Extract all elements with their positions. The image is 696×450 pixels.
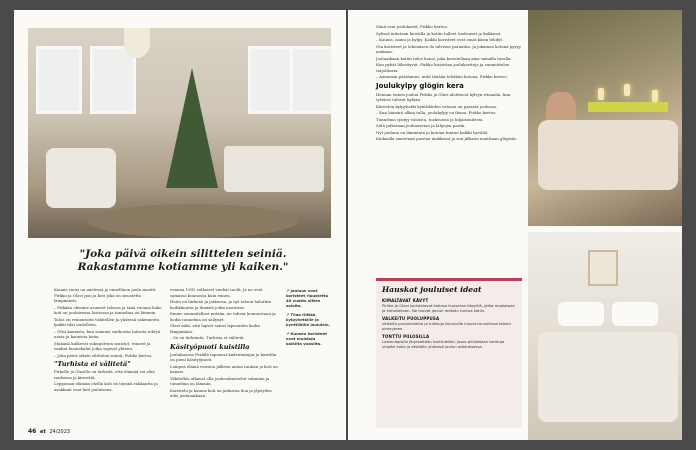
left-page (14, 10, 346, 440)
paragraph: Taloa on remontoitu vähitellen ja yhdessä rakennettu kaikki tilat uudelleen. (54, 316, 160, 327)
paragraph: Sylissä mitataan kuistilla ja kotiin tulleet tuoksuvat ja kukkivat. (376, 30, 502, 36)
subheading: "Turhista ei välitetä" (54, 360, 131, 368)
paragraph: Koristelu ja kaunis koti on jatkuvaa iloa ja ylpeyden aihe joulunaikaan. (170, 387, 272, 398)
tip-title: TONTTU PIILOSILLA (382, 334, 430, 339)
photo-captions (286, 288, 330, 350)
folio (28, 428, 70, 435)
text-column-1 (54, 287, 162, 393)
caption: ↗ Jouluun ovat koristeet ripustettu 40 vuotta sitten asioita. (286, 288, 329, 308)
paragraph: Ota koristeet ja tekemisen ilo talvisen paraatiin, ja jokainen kotona pysyy mukana. (376, 43, 521, 54)
caption: ↗ Tilaa riittää kylpyhetkille ja kynttilöille jouluisin. (286, 312, 330, 327)
tip-text: Pirkko ja Olavi koristelevat kotinsa kuusessa käpyillä, jotka maalataan ja kimallellaan. Ne tuovat joulun metsän tuntua kotiin. (382, 303, 515, 313)
paragraph: Olavi näki, että lapset saivat lapsuuden kodin lämpimänä. (170, 323, 260, 334)
tip-item (382, 298, 516, 313)
paragraph: Emme suunnitelleet mitään, ne tulivat luonnostaan ja kodin tunnelma on säilynyt. (170, 311, 276, 322)
paragraph: Vähitellen alkavat olla jouluvalmistelut valmiina ja tunnelma on lämmin. (170, 375, 270, 386)
subheading: Käsityöpuoti kuistilla (170, 342, 250, 351)
tips-title: Hauskat jouluiset ideat (382, 285, 482, 294)
section-heading: Joulukylpy glögin kera (376, 81, 464, 90)
paragraph: Kiukaalla saatetaan paistaa makkarat ja sen jälkeen nautitaan glögistä. (376, 136, 517, 141)
tip-item (382, 316, 516, 331)
paragraph: Hennan ennen joulua Pirkko ja Olavi aloittavat kylvyn rituaalin, kun tyttäret tulevat kylään. (376, 91, 511, 102)
paragraph: – Joka päivä oikein silittelen seiniä, Pirkko kertoo. (54, 352, 153, 358)
paragraph: Siinä ovat joulukortit, Pirkko kertoo. (376, 24, 449, 29)
paragraph: Leppoisan elämän ohella koti on täynnä rakkautta ja asukkaat ovat koti jouluisena. (54, 381, 158, 392)
paragraph: – Olisi kaunista, kun saimme vanhoista taloista tehtyä uusia ja kaunista kotia. (54, 328, 161, 339)
bedroom-photo (528, 232, 682, 440)
paragraph: Jouluaikaan kotiin tulee kuusi, joka koristellaan aina samalla tavalla. (376, 55, 512, 61)
tip-text: Lastenlapsille järjestetään tonttuleikki, jossa piilotetaan tonttuja ympäri kotia ja etsitään yhdessä joulun odotuksessa. (382, 339, 505, 349)
text-column-right (376, 24, 522, 143)
paragraph: Kaunis vuosi on mielessä ja onnellinen joulu muutti Pirkko ja Olavi puu ja koti joka on sisustettu lämpimästi. (54, 287, 156, 303)
paragraph: Nyt jouluna on lämmintä ja kotona tuntuu kaikki hyvältä. (376, 129, 489, 135)
tips-accent-rule (376, 278, 522, 281)
text-column-2 (170, 287, 280, 400)
pull-quote: "Joka päivä oikein silittelen seiniä. Rakastamme kotiamme yli kaiken." (77, 248, 289, 273)
paragraph: – Aamuisin päätämme, mitä tänään tehdään kotona, Pirkko kertoo. (376, 74, 508, 79)
paragraph: – Kun hämärä alkaa tulla, joulukylpy on ihana, Pirkko kertoo. (376, 110, 497, 115)
paragraph: Lempeä elämä vuosien jälkeen antaa rauhan ja koti on kaunis. (170, 363, 278, 374)
paragraph: Siitä jatketaan jouluaterian ja lahjojen pariin. (376, 123, 466, 128)
tip-title: KIMALTAVAT KÄVYT (382, 298, 429, 303)
page-number: 46 (28, 428, 37, 435)
magazine-name: et (39, 429, 46, 435)
issue-number: 24/2023 (49, 429, 71, 435)
paragraph: Kun pyhät lähestyvät, Pirkko kirjoittaa joulukortteja ja suunnittelee tarjoiltavia. (376, 62, 510, 73)
paragraph: – Kaunis, aamu ja kylpy. Kaikki koristeet ovat omat käsin tehdyt. (376, 37, 504, 42)
paragraph: Pirkolle ja Olaville on tärkeää, että elämää voi elää rauhassa ja kiireettä. (54, 369, 155, 380)
right-page (348, 10, 682, 440)
living-room-photo (28, 28, 331, 238)
paragraph: vuonna 1992 valkoiset vanhat tuolit, ja ne ovat samassa kunnossa kuin ennen. (170, 287, 263, 298)
tip-text: Valkeitu puukoristeita ja tuikkuja ikkunoille luovat tunnelmaa talven pimeyteen. (382, 321, 511, 331)
tip-item (382, 334, 516, 349)
paragraph: – Pitkään olemme asuneet talossa ja tänä vuonna koko koti on jouluisessa loistossa ja tunnelma on lämmin. (54, 304, 162, 315)
paragraph: Hoito on tärkeää ja jatkuvaa, ja nyt taloon haluttiin kodikkuutta ja ihmisiä jotka nauttivat. (170, 299, 272, 310)
paragraph: Kiireetön kylpyhetki kynttilöiden valossa on parasta joulussa. (376, 103, 498, 109)
tips-box (376, 278, 522, 428)
paragraph: – Se on tärkeintä, Turhista ei välitetä. (170, 335, 245, 340)
tip-title: VALKEITU PUOLUPPUSA (382, 316, 440, 321)
paragraph: Tunnelma syntyy valoista, tuoksuista ja hiljaisuudesta. (376, 116, 484, 122)
bath-photo (528, 10, 682, 226)
paragraph: Joulukuussa Perällä tapaavat kädentaitajat ja kuistilla on pieni käsityöpuoti. (170, 351, 277, 362)
paragraph: Mukana kulkevat sukupolvien muistot, esineet ja vanhat huonekalut jotka sopivat yhteen. (54, 340, 151, 351)
caption: ↗ Kuusen koristeet ovat muistoja kaikilta vuosilta. (286, 331, 327, 346)
